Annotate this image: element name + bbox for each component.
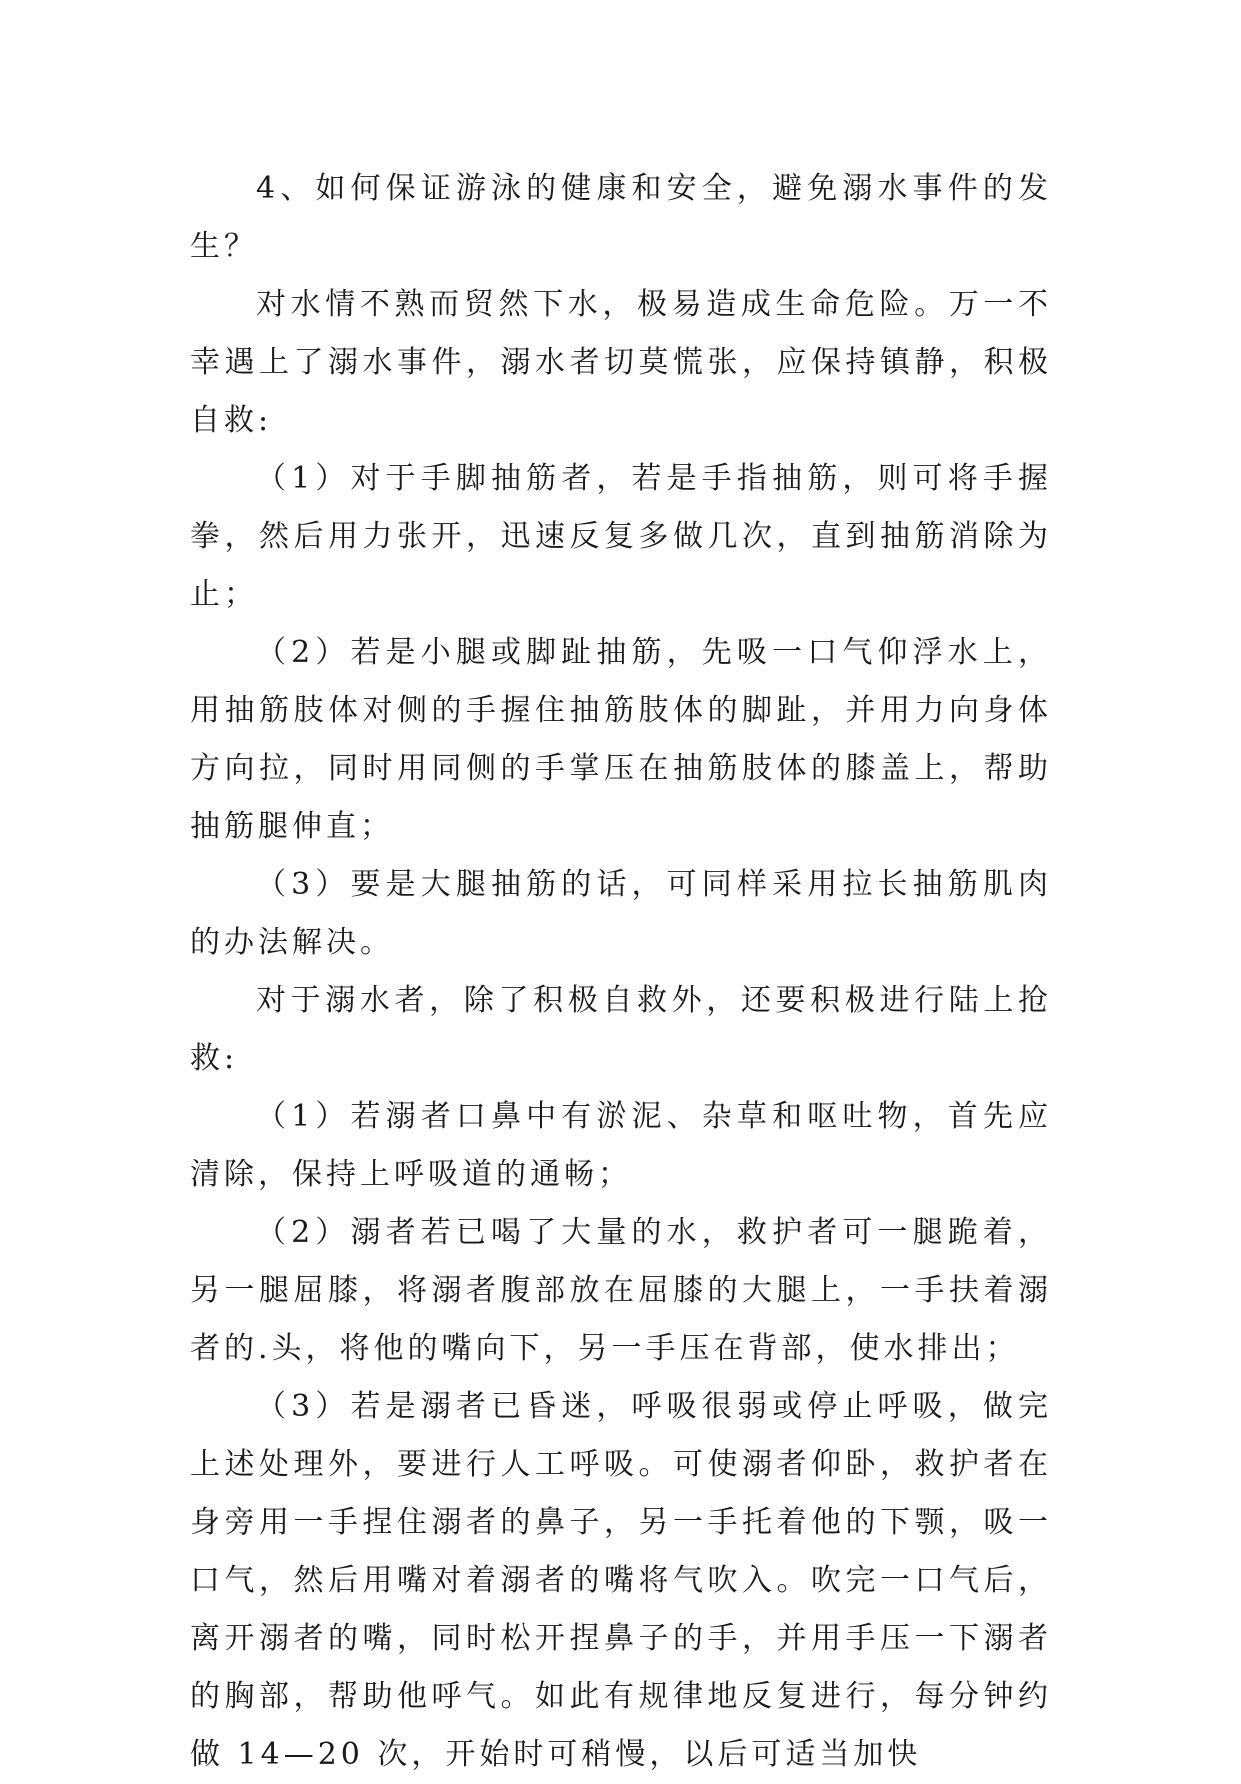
paragraph-land-rescue-1: （1）若溺者口鼻中有淤泥、杂草和呕吐物，首先应清除，保持上呼吸道的通畅； [190,1099,1052,1192]
paragraph-self-rescue-2: （2）若是小腿或脚趾抽筋，先吸一口气仰浮水上，用抽筋肢体对侧的手握住抽筋肢体的脚趾，并用力向身体方向拉，同时用同侧的手掌压在抽筋肢体的膝盖上，帮助抽筋腿伸直； [190,635,1052,844]
paragraph-intro: 对水情不熟而贸然下水，极易造成生命危险。万一不幸遇上了溺水事件，溺水者切莫慌张，应保持镇静，积极自救: [190,287,1052,438]
paragraph-land-rescue-2: （2）溺者若已喝了大量的水，救护者可一腿跪着，另一腿屈膝，将溺者腹部放在屈膝的大腿上，一手扶着溺者的.头，将他的嘴向下，另一手压在背部，使水排出； [190,1215,1052,1366]
document-body [190,160,1052,1784]
question-heading: 4、如何保证游泳的健康和安全，避免溺水事件的发生？ [190,171,1052,264]
paragraph-land-rescue-intro: 对于溺水者，除了积极自救外，还要积极进行陆上抢救: [190,983,1052,1076]
paragraph-land-rescue-3: （3）若是溺者已昏迷，呼吸很弱或停止呼吸，做完上述处理外，要进行人工呼吸。可使溺者仰卧，救护者在身旁用一手捏住溺者的鼻子，另一手托着他的下颚，吸一口气，然后用嘴对着溺者的嘴将气吹入。吹完一口气后，离开溺者的嘴，同时松开捏鼻子的手，并用手压一下溺者的胸部，帮助他呼气。如此有规律地反复进行，每分钟约做 14—20 次，开始时可稍慢，以后可适当加快 [190,1389,1052,1772]
paragraph-self-rescue-1: （1）对于手脚抽筋者，若是手指抽筋，则可将手握拳，然后用力张开，迅速反复多做几次，直到抽筋消除为止； [190,461,1052,612]
paragraph-self-rescue-3: （3）要是大腿抽筋的话，可同样采用拉长抽筋肌肉的办法解决。 [190,867,1052,960]
